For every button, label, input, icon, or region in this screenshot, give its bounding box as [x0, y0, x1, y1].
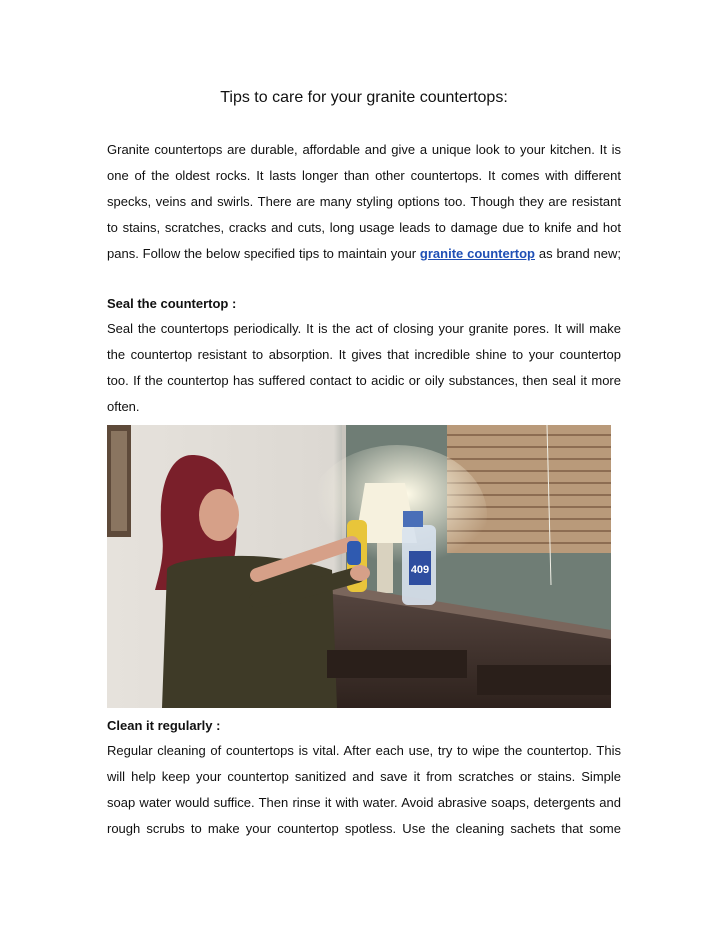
intro-text: pans. Follow the below specified tips to maintain your	[107, 246, 420, 261]
section-heading: Seal the countertop :	[107, 296, 237, 311]
intro-line: specks, veins and swirls. There are many styling options too. Though they are resistant	[107, 194, 621, 209]
section-line: often.	[107, 399, 140, 414]
cleaning-photo	[107, 425, 611, 708]
intro-line: one of the oldest rocks. It lasts longer than other countertops. It comes with different	[107, 168, 621, 183]
section-line: Seal the countertops periodically. It is the act of closing your granite pores. It will make	[107, 321, 621, 336]
page-title: Tips to care for your granite countertops:	[220, 89, 508, 106]
section-line: soap water would suffice. Then rinse it with water. Avoid abrasive soaps, detergents and	[107, 795, 621, 810]
section-line: too. If the countertop has suffered contact to acidic or oily substances, then seal it more	[107, 373, 621, 388]
intro-line	[107, 241, 621, 267]
granite-countertop-link[interactable]: granite countertop	[419, 246, 535, 261]
section-line: rough scrubs to make your countertop spotless. Use the cleaning sachets that some	[107, 821, 621, 836]
section-line: the countertop resistant to absorption. It gives that incredible shine to your countertop	[107, 347, 621, 362]
intro-line: Granite countertops are durable, affordable and give a unique look to your kitchen. It is	[107, 142, 621, 157]
section-line: will help keep your countertop sanitized and save it from scratches or stains. Simple	[107, 769, 621, 784]
bottle-label: 409	[410, 564, 430, 576]
section-line: Regular cleaning of countertops is vital. After each use, try to wipe the countertop. This	[107, 743, 621, 758]
intro-line: to stains, scratches, cracks and cuts, long usage leads to damage due to knife and hot	[107, 220, 621, 235]
intro-paragraph	[107, 137, 621, 267]
section-heading: Clean it regularly :	[107, 718, 221, 733]
section-seal	[107, 294, 621, 420]
section-clean	[107, 716, 621, 842]
intro-text: as brand new;	[535, 246, 622, 261]
